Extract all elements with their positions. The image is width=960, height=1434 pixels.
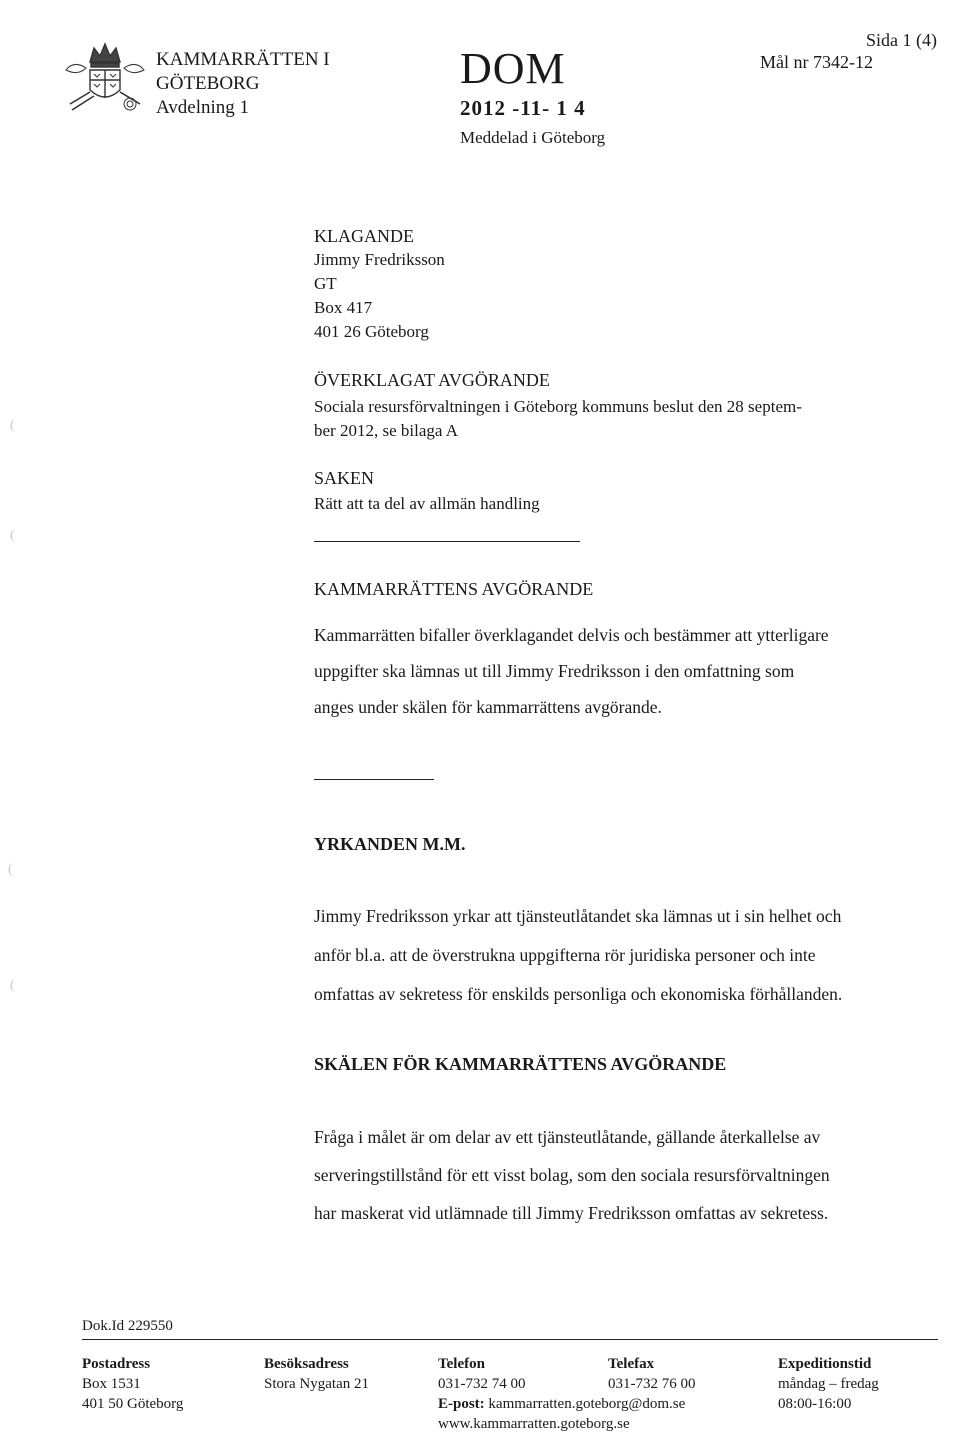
court-emblem-logo [60,40,150,120]
date-stamp: 2012 -11- 1 4 [460,96,586,120]
department: Avdelning 1 [156,97,250,118]
avgorande-heading: KAMMARRÄTTENS AVGÖRANDE [314,579,594,599]
skalen-line3: har maskerat vid utlämnade till Jimmy Fredriksson omfattas av sekretess. [314,1203,829,1223]
overklagat-heading: ÖVERKLAGAT AVGÖRANDE [314,370,550,390]
footer-postadress [82,1354,183,1414]
document-type-title: DOM [460,44,566,93]
yrkanden-heading: YRKANDEN M.M. [314,834,466,854]
document-id: Dok.Id 229550 [82,1318,173,1334]
klagande-line3: Box 417 [314,298,373,317]
telefon-label: Telefon [438,1356,485,1372]
scan-mark: ( [8,862,13,877]
avgorande-line3: anges under skälen för kammarrättens avgörande. [314,697,662,717]
saken-heading: SAKEN [314,468,375,488]
klagande-name: Jimmy Fredriksson [314,250,445,269]
yrkanden-line3: omfattas av sekretess för enskilds personliga och ekonomiska förhållanden. [314,984,843,1004]
scan-mark: ( [10,418,15,433]
besoksadress-line1: Stora Nygatan 21 [264,1376,369,1392]
telefax-number: 031-732 76 00 [608,1376,696,1392]
postadress-line1: Box 1531 [82,1376,141,1392]
expeditionstid-hours: 08:00-16:00 [778,1396,852,1412]
telefax-label: Telefax [608,1356,655,1372]
klagande-heading: KLAGANDE [314,226,414,246]
footer-expeditionstid [778,1354,879,1414]
footer-telefax [608,1354,696,1394]
klagande-line2: GT [314,274,337,293]
overklagat-line2: ber 2012, se bilaga A [314,421,458,440]
footer-rule [82,1339,938,1340]
telefon-number: 031-732 74 00 [438,1376,526,1392]
page-number: Sida 1 (4) [866,30,937,50]
besoksadress-label: Besöksadress [264,1356,349,1372]
avgorande-line2: uppgifter ska lämnas ut till Jimmy Fredriksson i den omfattning som [314,661,795,681]
postadress-label: Postadress [82,1356,151,1372]
scan-mark: ( [10,978,15,993]
skalen-heading: SKÄLEN FÖR KAMMARRÄTTENS AVGÖRANDE [314,1054,727,1074]
court-name-line2: GÖTEBORG [156,73,260,94]
avgorande-line1: Kammarrätten bifaller överklagandet delvis och bestämmer att ytterligare [314,625,829,645]
scan-mark: ( [10,528,15,543]
section-divider [314,541,580,542]
postadress-line2: 401 50 Göteborg [82,1396,184,1412]
saken-text: Rätt att ta del av allmän handling [314,494,540,513]
expeditionstid-label: Expeditionstid [778,1356,872,1372]
case-number: Mål nr 7342-12 [760,52,873,72]
overklagat-line1: Sociala resursförvaltningen i Göteborg kommuns beslut den 28 septem- [314,397,802,416]
issued-place: Meddelad i Göteborg [460,128,606,147]
yrkanden-line1: Jimmy Fredriksson yrkar att tjänsteutlåtandet ska lämnas ut i sin helhet och [314,906,842,926]
footer-besoksadress [264,1354,369,1394]
yrkanden-line2: anför bl.a. att de överstrukna uppgifterna rör juridiska personer och inte [314,945,816,965]
skalen-line1: Fråga i målet är om delar av ett tjänsteutlåtande, gällande återkallelse av [314,1127,821,1147]
epost-address[interactable]: kammarratten.goteborg@dom.se [488,1396,686,1412]
epost-label: E-post: [438,1396,485,1412]
court-name-line1: KAMMARRÄTTEN I [156,49,330,70]
website-link[interactable]: www.kammarratten.goteborg.se [438,1416,630,1432]
skalen-line2: serveringstillstånd för ett visst bolag, som den sociala resursförvaltningen [314,1165,830,1185]
expeditionstid-days: måndag – fredag [778,1376,879,1392]
section-divider-short [314,779,434,780]
klagande-line4: 401 26 Göteborg [314,322,429,341]
epost-row [438,1394,685,1414]
court-header [156,48,330,120]
